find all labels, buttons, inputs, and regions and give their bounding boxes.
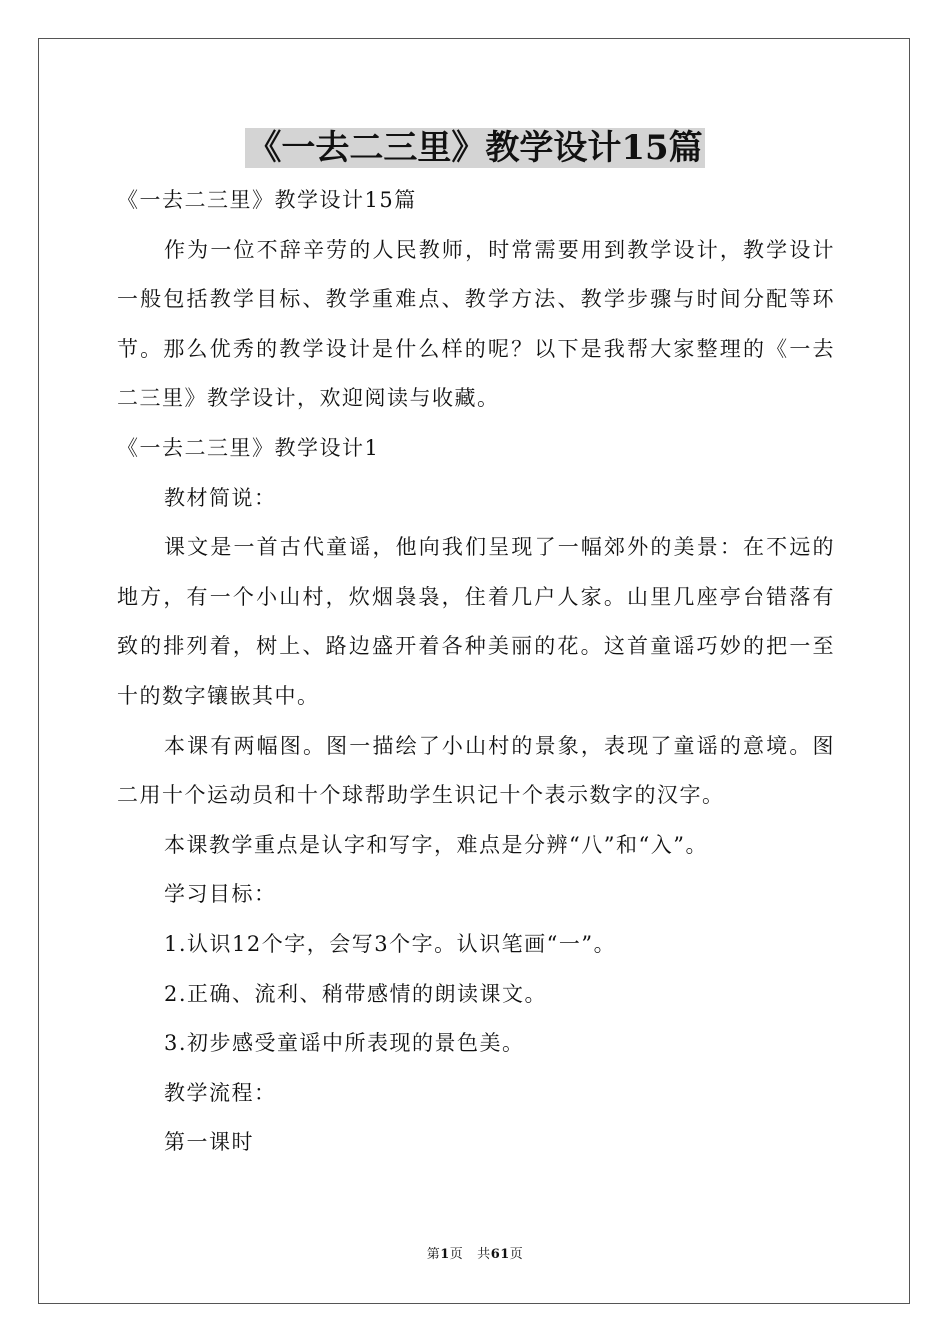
footer-page-suffix: 页 — [449, 1247, 464, 1262]
intro-paragraph: 作为一位不辞辛劳的人民教师，时常需要用到教学设计，教学设计一般包括教学目标、教学重难点、教学方法、教学步骤与时间分配等环节。那么优秀的教学设计是什么样的呢？以下是我帮大家整理的《一去二三里》教学设计，欢迎阅读与收藏。 — [117, 237, 835, 411]
goal-item-2: 2.正确、流利、稍带感情的朗读课文。 — [164, 981, 548, 1006]
goal-item-3: 3.初步感受童谣中所表现的景色美。 — [164, 1031, 525, 1056]
section-heading: 《一去二三里》教学设计1 — [117, 435, 380, 460]
footer-total-pages: 61 — [490, 1247, 510, 1262]
illustrations-paragraph: 本课有两幅图。图一描绘了小山村的景象，表现了童谣的意境。图二用十个运动员和十个球帮助学生识记十个表示数字的汉字。 — [117, 733, 835, 808]
subheading-materials: 教材简说： — [164, 485, 277, 510]
subheading-lesson-one: 第一课时 — [164, 1130, 254, 1155]
page-footer — [0, 1246, 950, 1264]
footer-page-prefix: 第 — [426, 1247, 441, 1262]
subheading-goals: 学习目标： — [164, 882, 277, 907]
subheading-process: 教学流程： — [164, 1080, 277, 1105]
footer-total-suffix: 页 — [509, 1247, 524, 1262]
footer-page-number: 1 — [440, 1247, 450, 1262]
document-title-text: 《一去二三里》教学设计15篇 — [247, 128, 703, 168]
document-title — [0, 124, 950, 172]
subtitle-line: 《一去二三里》教学设计15篇 — [117, 188, 417, 212]
goal-item-1: 1.认识12个字，会写3个字。认识笔画“一”。 — [164, 931, 617, 956]
materials-paragraph: 课文是一首古代童谣，他向我们呈现了一幅郊外的美景：在不远的地方，有一个小山村，炊烟袅袅，住着几户人家。山里几座亭台错落有致的排列着，树上、路边盛开着各种美丽的花。这首童谣巧妙的把一至十的数字镶嵌其中。 — [117, 535, 835, 708]
focus-paragraph: 本课教学重点是认字和写字，难点是分辨“八”和“入”。 — [164, 832, 708, 857]
document-body — [117, 176, 835, 1168]
footer-total-prefix: 共 — [477, 1247, 491, 1262]
